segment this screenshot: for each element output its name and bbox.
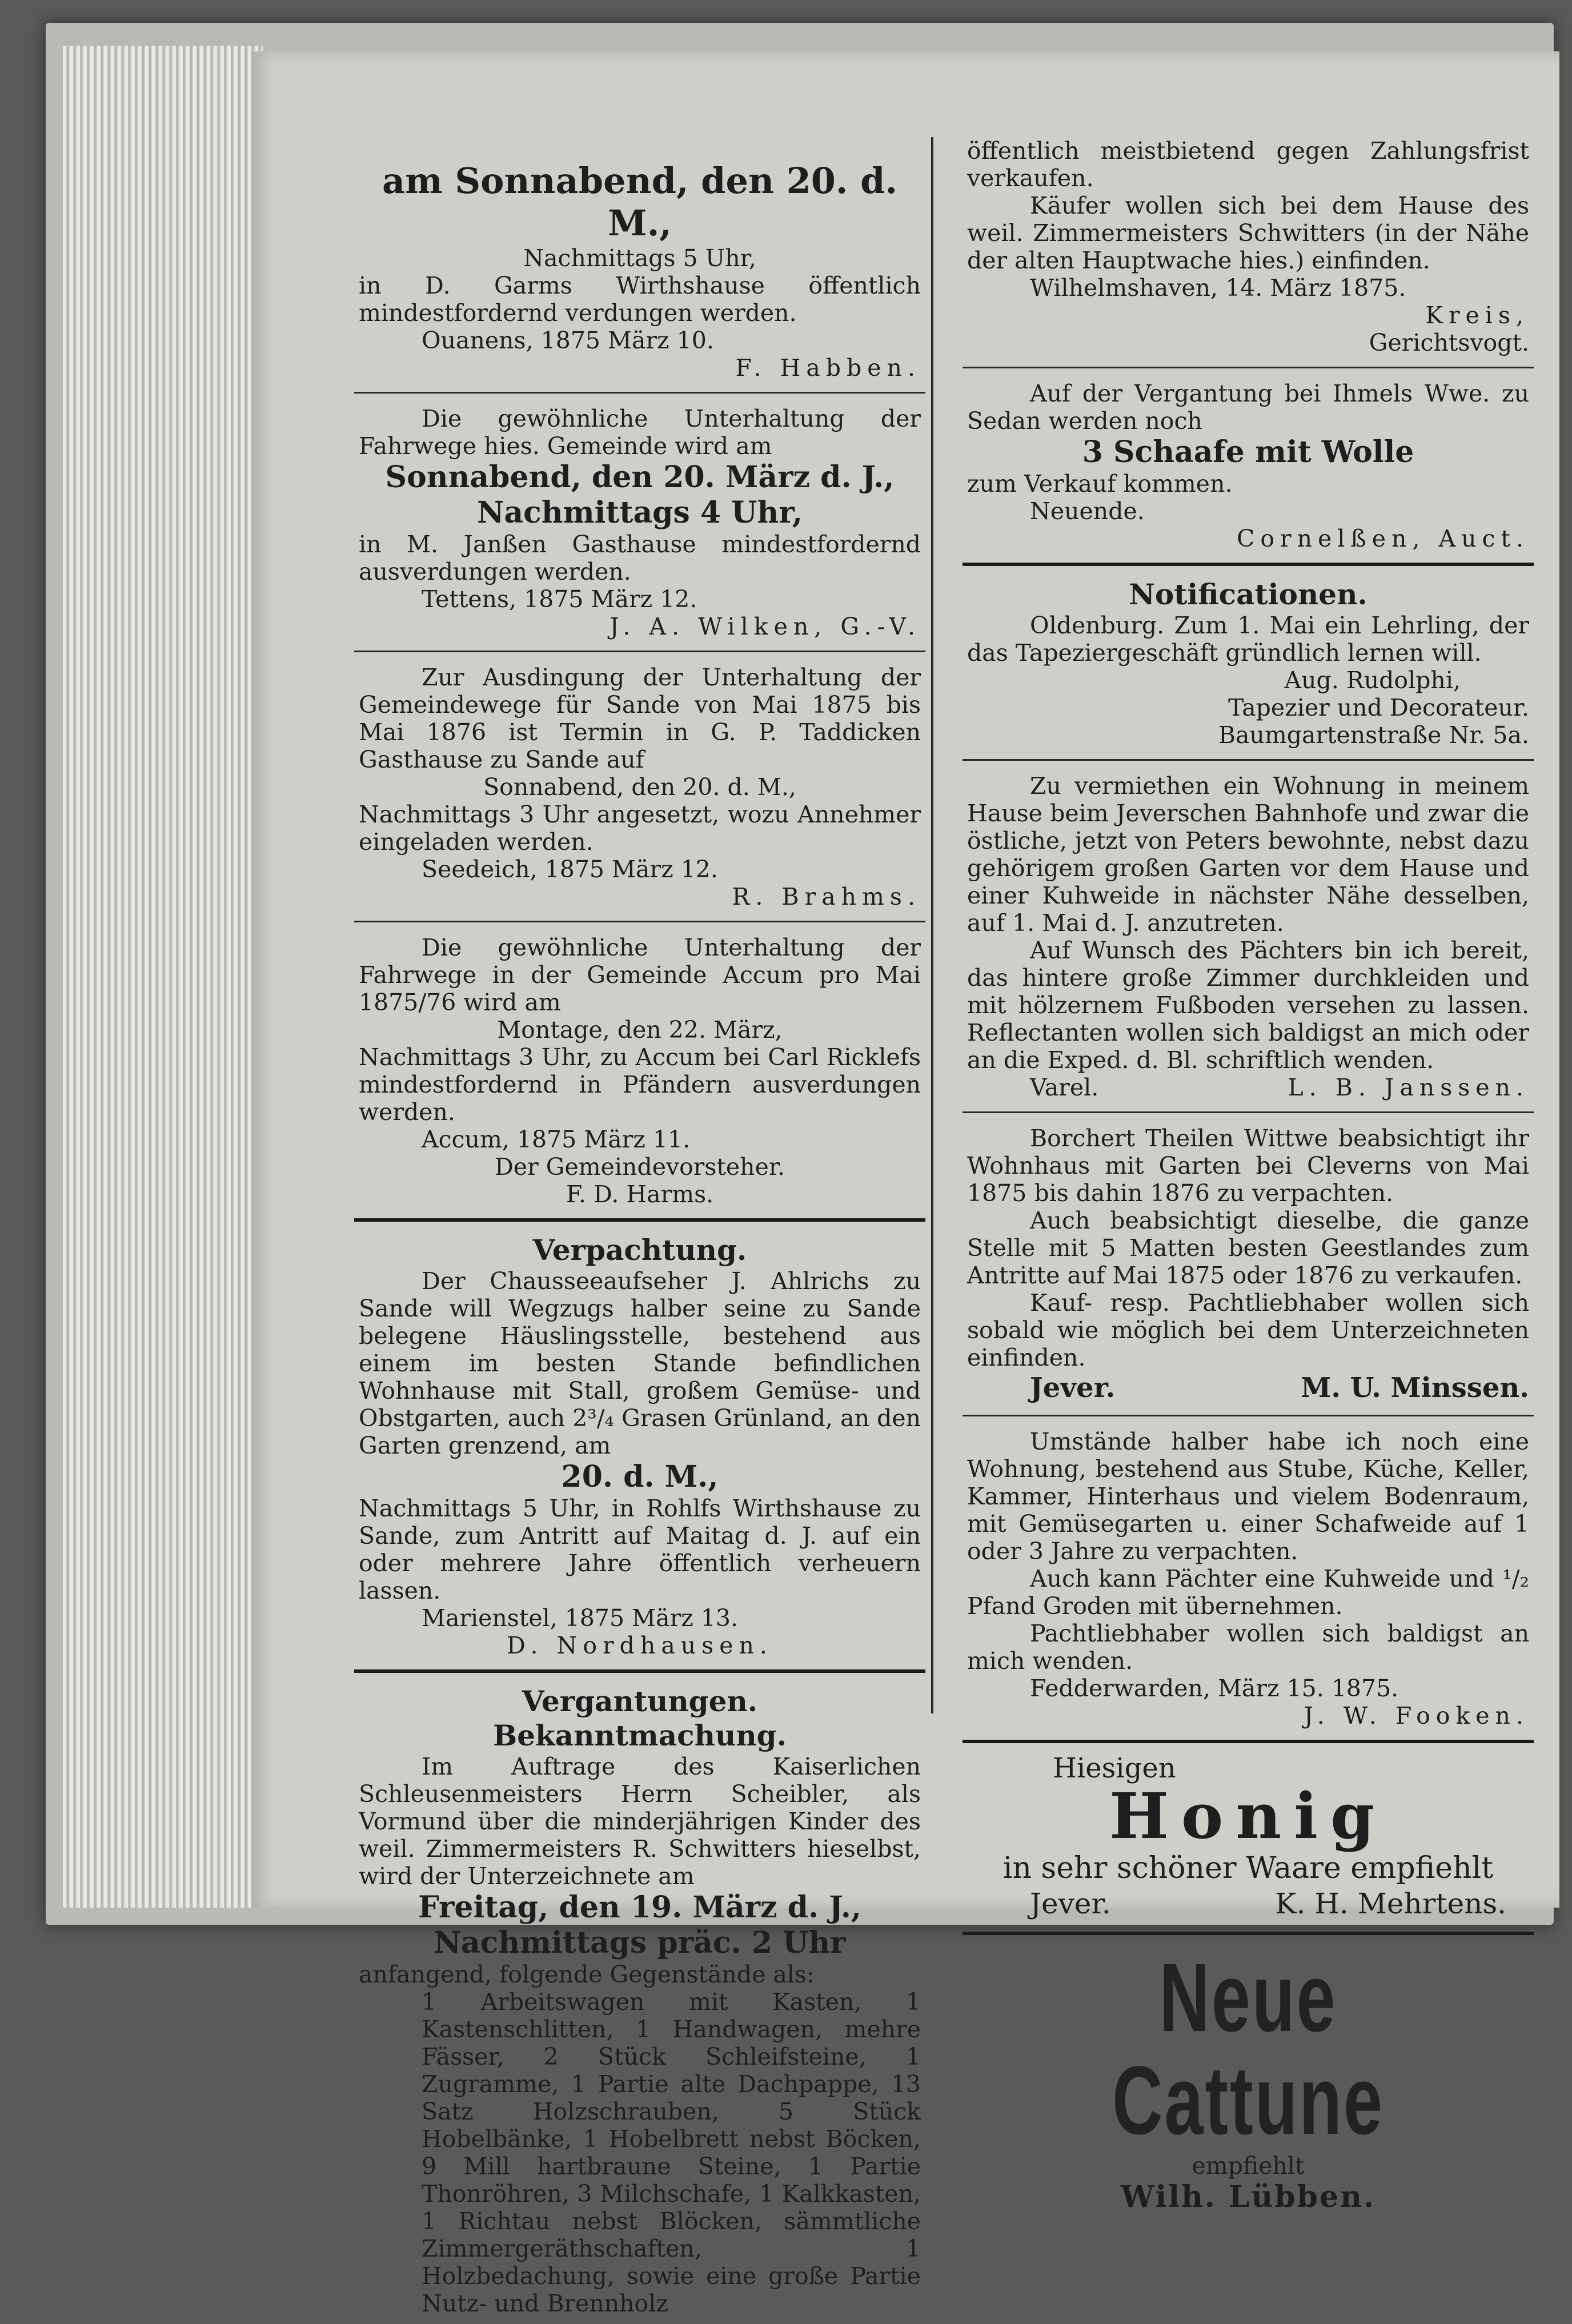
ad-text: Nachmittags 3 Uhr, zu Accum bei Carl Ricklefs mindestfordernd in Pfändern ausverdungen werden. <box>359 1043 921 1126</box>
ad-footer <box>967 1886 1529 1921</box>
separator-rule <box>963 563 1534 566</box>
ad-signature: R. Brahms. <box>732 883 921 910</box>
ad-fooken <box>963 1420 1534 1736</box>
ad-text: Auf Wunsch des Pächters bin ich bereit, das hintere große Zimmer durchkleiden und mit hölzernem Fußboden versehen zu lassen. Reflectanten wollen sich baldigst an mich oder an die Exped. d. Bl. schriftlich wenden. <box>967 937 1529 1074</box>
ad-signature-title: Gerichtsvogt. <box>1369 329 1529 356</box>
ad-footer <box>967 1371 1529 1404</box>
left-column <box>354 57 925 2317</box>
ad-headline: Neue Cattune <box>1112 1944 1384 2155</box>
ad-signature: Wilh. Lübben. <box>1120 2179 1376 2214</box>
ad-signature: F. Habben. <box>735 354 921 382</box>
section-title: Vergantungen. <box>522 1684 758 1718</box>
ad-headline: 3 Schaafe mit Wolle <box>1082 435 1414 469</box>
ad-text: Kauf- resp. Pachtliebhaber wollen sich sobald wie möglich bei dem Unterzeichneten einfinden. <box>967 1289 1529 1371</box>
separator-rule <box>963 1740 1534 1743</box>
section-title: Verpachtung. <box>532 1233 747 1267</box>
ad-text: in D. Garms Wirthshause öffentlich mindestfordernd verdungen werden. <box>359 272 921 327</box>
ad-headline: Freitag, den 19. März d. J., <box>418 1890 862 1925</box>
ad-honig <box>963 1747 1534 1928</box>
separator-rule <box>963 367 1534 368</box>
separator-rule <box>963 1415 1534 1416</box>
ad-headline: Nachmittags präc. 2 Uhr <box>434 1925 846 1960</box>
separator-rule <box>963 1111 1534 1113</box>
ad-signature: F. D. Harms. <box>566 1181 714 1208</box>
ad-text: Auch beabsichtigt dieselbe, die ganze Stelle mit 5 Matten besten Geestlandes zum Antritte auf Mai 1875 oder 1876 zu verkaufen. <box>967 1207 1529 1289</box>
column-divider <box>931 137 933 1713</box>
ad-cattune <box>963 1938 1534 2222</box>
separator-rule <box>354 921 925 922</box>
ad-signature: M. U. Minssen. <box>1301 1372 1529 1404</box>
ad-headline: Honig <box>1109 1779 1387 1853</box>
ad-text: Die gewöhnliche Unterhaltung der Fahrwege in der Gemeinde Accum pro Mai 1875/76 wird am <box>359 934 921 1016</box>
ad-text: Hiesigen <box>1053 1752 1176 1784</box>
ad-signature: J. W. Fooken. <box>1304 1702 1529 1729</box>
ad-brahms <box>354 656 925 917</box>
ad-signature: Kreis, <box>1425 302 1529 329</box>
ad-text: Käufer wollen sich bei dem Hause des weil. Zimmermeisters Schwitters (in der Nähe der alten Hauptwache hies.) einfinden. <box>967 192 1529 274</box>
ad-text: Zur Ausdingung der Unterhaltung der Gemeindewege für Sande von Mai 1875 bis Mai 1876 ist Termin in G. P. Taddicken Gasthause zu Sande auf <box>359 664 921 773</box>
ad-signature: L. B. Janssen. <box>1288 1074 1529 1101</box>
ad-address: Baumgartenstraße Nr. 5a. <box>1218 721 1529 749</box>
ad-place: Varel. <box>1030 1074 1099 1101</box>
separator-rule <box>354 651 925 652</box>
ad-text: in M. Janßen Gasthause mindestfordernd ausverdungen werden. <box>359 531 921 585</box>
section-title: Notificationen. <box>1129 577 1368 611</box>
ad-text: Borchert Theilen Wittwe beabsichtigt ihr Wohnhaus mit Garten bei Cleverns von Mai 1875 bis dahin 1876 zu verpachten. <box>967 1125 1529 1207</box>
ad-place: Jever. <box>1030 1887 1111 1920</box>
ad-headline: Sonnabend, den 20. März d. J., <box>385 460 895 495</box>
ad-habben <box>354 57 925 388</box>
ad-verpachtung <box>354 1225 925 1666</box>
ad-date: Marienstel, 1875 März 13. <box>422 1604 739 1632</box>
ad-text: Nachmittags 3 Uhr angesetzt, wozu Annehmer eingeladen werden. <box>359 801 921 856</box>
ad-janssen <box>963 764 1534 1108</box>
ad-text: Montage, den 22. März, <box>497 1016 783 1043</box>
ad-text: Pachtliebhaber wollen sich baldigst an mich wenden. <box>967 1620 1529 1675</box>
right-column <box>963 57 1534 2214</box>
newspaper-page <box>251 51 1559 2317</box>
ad-text: Umstände halber habe ich noch eine Wohnung, bestehend aus Stube, Küche, Keller, Kammer, Hinterhaus und vielem Bodenraum, mit Gemüsegarten u. einer Schafweide auf 1 oder 3 Jahre zu verpachten. <box>967 1428 1529 1565</box>
ad-text: anfangend, folgende Gegenstände als: <box>359 1961 815 1988</box>
ad-signature: K. H. Mehrtens. <box>1275 1887 1506 1920</box>
ad-text: Der Chausseeaufseher J. Ahlrichs zu Sande will Wegzugs halber seine zu Sande belegene Häuslingsstelle, bestehend aus einem im besten Stande befindlichen Wohnhause mit Stall, großem Gemüse- und Obstgarten, auch 2³/₄ Grasen Grünland, an den Garten grenzend, am <box>359 1267 921 1459</box>
ad-vergantungen <box>354 1676 925 2324</box>
ad-date: Tettens, 1875 März 12. <box>422 585 697 613</box>
ad-footer <box>967 1074 1529 1101</box>
ad-theilen <box>963 1117 1534 1411</box>
ad-signature-title: Tapezier und Decorateur. <box>1228 694 1529 721</box>
ad-date: Wilhelmshaven, 14. März 1875. <box>1030 274 1406 302</box>
ad-date: Seedeich, 1875 März 12. <box>422 856 718 883</box>
ad-text: Nachmittags 5 Uhr, in Rohlfs Wirthshause zu Sande, zum Antritt auf Maitag d. J. auf ein oder mehrere Jahre öffentlich verheuern lassen. <box>359 1495 921 1604</box>
ad-signature: J. A. Wilken, G.-V. <box>609 613 921 640</box>
ad-notificationen <box>963 569 1534 756</box>
ad-text: Im Auftrage des Kaiserlichen Schleusenmeisters Herrn Scheibler, als Vormund über die minderjährigen Kinder des weil. Zimmermeisters R. Schwitters hieselbst, wird der Unterzeichnete am <box>359 1753 921 1890</box>
separator-rule <box>354 1669 925 1673</box>
ad-text: Die gewöhnliche Unterhaltung der Fahrwege hies. Gemeinde wird am <box>359 405 921 460</box>
ad-headline: am Sonnabend, den 20. d. M., <box>382 160 898 244</box>
ad-text: öffentlich meistbietend gegen Zahlungsfrist verkaufen. <box>967 137 1529 192</box>
ad-wilken <box>354 397 925 647</box>
separator-rule <box>354 392 925 394</box>
ad-headline: 20. d. M., <box>561 1459 719 1494</box>
ad-place: Neuende. <box>1030 497 1145 525</box>
ad-text: Auch kann Pächter eine Kuhweide und ¹/₂ Pfand Groden mit übernehmen. <box>967 1565 1529 1620</box>
ad-text: Sonnabend, den 20. d. M., <box>483 773 796 801</box>
ad-kreis <box>963 57 1534 363</box>
ad-place: Jever. <box>1030 1372 1116 1404</box>
ad-schaafe <box>963 372 1534 559</box>
ad-text: Nachmittags 5 Uhr, <box>523 244 756 272</box>
ad-text: Oldenburg. Zum 1. Mai ein Lehrling, der das Tapeziergeschäft gründlich lernen will. <box>967 612 1529 667</box>
section-subtitle: Bekanntmachung. <box>492 1719 787 1752</box>
ad-signature: Aug. Rudolphi, <box>1284 667 1461 694</box>
ad-harms <box>354 926 925 1215</box>
ad-item-list: 1 Arbeitswagen mit Kasten, 1 Kastenschlitten, 1 Handwagen, mehre Fässer, 2 Stück Schleifsteine, 1 Zugramme, 1 Partie alte Dachpappe, 13 Satz Holzschrauben, 5 Stück Hobelbänke, 1 Hobelbrett nebst Böcken, 9 Mill hartbraune Steine, 1 Partie Thonröhren, 3 Milchschafe, 1 Kalkkasten, 1 Richtau nebst Blöcken, sämmtliche Zimmergeräthschaften, 1 Holzbedachung, sowie eine große Partie Nutz- und Brennholz <box>422 1988 921 2317</box>
page-edges <box>63 46 263 1908</box>
separator-rule <box>963 1932 1534 1935</box>
ad-text: in sehr schöner Waare empfiehlt <box>1002 1851 1494 1885</box>
ad-text: empfiehlt <box>1192 2152 1305 2179</box>
ad-headline: Nachmittags 4 Uhr, <box>476 495 803 530</box>
ad-date: Ouanens, 1875 März 10. <box>422 327 714 354</box>
ad-date: Accum, 1875 März 11. <box>422 1126 691 1153</box>
separator-rule <box>354 1218 925 1222</box>
ad-text: Zu vermiethen ein Wohnung in meinem Hause beim Jeverschen Bahnhofe und zwar die östliche, jetzt von Peters bewohnte, nebst dazu gehörigem großen Garten vor dem Hause und einer Kuhweide in nächster Nähe desselben, auf 1. Mai d. J. anzutreten. <box>967 772 1529 937</box>
ad-text: Auf der Vergantung bei Ihmels Wwe. zu Sedan werden noch <box>967 380 1529 435</box>
ad-signature: D. Nordhausen. <box>507 1632 773 1659</box>
ad-signature: Cornelßen, Auct. <box>1236 525 1529 552</box>
separator-rule <box>963 759 1534 761</box>
ad-date: Fedderwarden, März 15. 1875. <box>1030 1675 1399 1702</box>
ad-role: Der Gemeindevorsteher. <box>495 1153 785 1181</box>
ad-text: zum Verkauf kommen. <box>967 470 1233 497</box>
